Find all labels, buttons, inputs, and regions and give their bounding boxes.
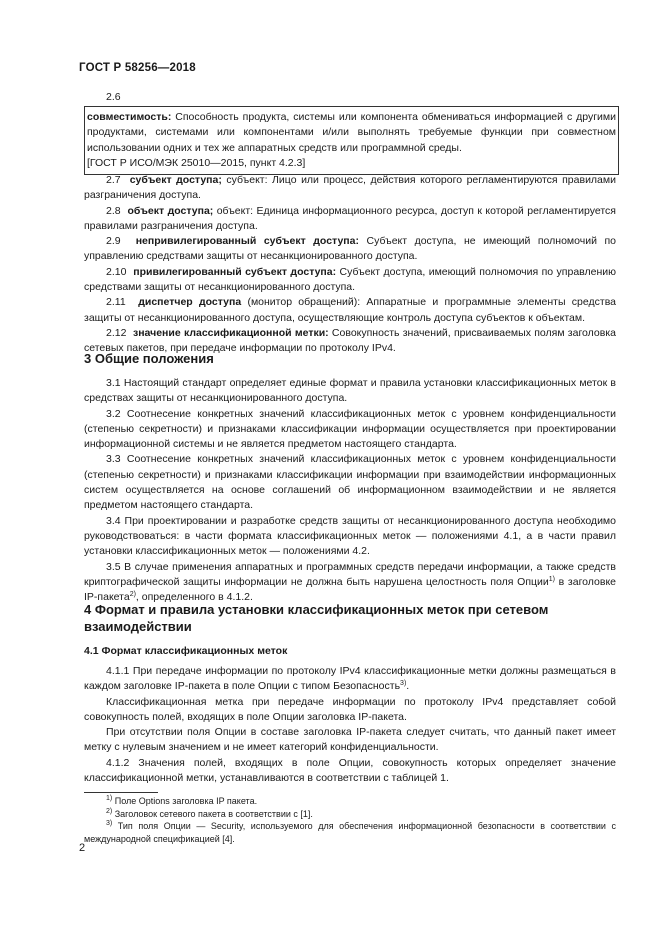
term-2-12: 2.12 значение классификационной метки: Совокупность значений, присваиваемых полям заголовка сетевых пакетов, при передаче информации по протоколу IPv4. [84, 326, 616, 355]
framed-term-2-6 [84, 106, 619, 175]
footnote-3: $^{3)}$ Тип поля Опции — Security, используемого для обеспечения информационной безопасности в соответствии с международной спецификацией [4]. [84, 820, 616, 844]
document-header: ГОСТ Р 58256—2018 [79, 62, 196, 74]
paragraph-3-4: 3.4 При проектировании и разработке средств защиты от несанкционированного доступа необходимо руководствоваться: в части формата классификационных меток — положениями 4.1, а в части правил установки классификационных меток — положениями 4.2. [84, 514, 616, 558]
term-2-8: 2.8 объект доступа; объект: Единица информационного ресурса, доступ к которой регламентируется правилами разграничения доступа. [84, 204, 616, 232]
term-name: совместимость: [87, 111, 172, 123]
section-4-1 [84, 644, 616, 659]
footnote-divider [84, 792, 158, 793]
paragraph-3-2: 3.2 Соотнесение конкретных значений классификационных меток с уровнем конфиденциальности (степенью секретности) и признаками классификации информации осуществляется при проектировании информационной системы и не является предметом настоящего стандарта. [84, 407, 616, 451]
section-4-title: 4 Формат и правила установки классификационных меток при сетевом взаимодействии [84, 602, 549, 634]
paragraph-3-3: 3.3 Соотнесение конкретных значений классификационных меток с уровнем конфиденциальности (степенью секретности) и признаками классификации информации при взаимодействии информационных систем осуществляется на основе соглашений об информационном взаимодействии и не является предметом настоящего стандарта. [84, 453, 616, 512]
footnote-ref-3: 3) [400, 680, 407, 688]
section-4 [84, 601, 616, 635]
section-3-title: 3 Общие положения [84, 351, 214, 366]
section-3-body [84, 376, 616, 605]
subsection-4-1-title: 4.1 Формат классификационных меток [84, 645, 288, 657]
page-number: 2 [79, 842, 86, 854]
footnotes [84, 795, 616, 845]
footnote-2: $^{2)}$ Заголовок сетевого пакета в соответствии с [1]. [106, 807, 313, 819]
term-number-2-6: 2.6 [106, 91, 121, 103]
terms-list [84, 173, 616, 357]
term-2-11: 2.11 диспетчер доступа (монитор обращений): Аппаратные и программные элементы средства защиты от несанкционированного доступа, осуществляющие контроль доступа субъектов к объектам. [84, 296, 616, 324]
paragraph-4-1-1: 4.1.1 При передаче информации по протоколу IPv4 классификационные метки должны размещаться в каждом заголовке IP-пакета в поле Опции с типом Безопасность$^{3)}$. [84, 665, 616, 693]
paragraph-3-5: 3.5 В случае применения аппаратных и программных средств передачи информации, а также средств криптографической защиты информации не должна быть нарушена целостность поля Опции$^{1)}$ в заголовке IP-пакета$^{2)}$, определенного в 4.1.2. [84, 560, 616, 604]
paragraph-no-options: При отсутствии поля Опции в составе заголовка IP-пакета следует считать, что данный пакет имеет метку с нулевым значением и не имеет категорий конфиденциальности. [84, 726, 616, 754]
footnote-1: $^{1)}$ Поле Options заголовка IP пакета. [106, 795, 258, 806]
paragraph-3-1: 3.1 Настоящий стандарт определяет единые формат и правила установки классификационных меток в средствах защиты от несанкционированного доступа. [84, 377, 616, 405]
section-4-body [84, 664, 616, 786]
term-text: Способность продукта, системы или компонента обмениваться информацией с другими продуктами, системами или компонентами и/или выполнять требуемые функции при совместном использовании одних и тех же аппаратных средств или программной среды. [87, 111, 616, 154]
term-2-10: 2.10 привилегированный субъект доступа: Субъект доступа, имеющий полномочия по управлению средствами защиты от несанкционированного доступа. [84, 265, 617, 294]
term-2-7: 2.7 субъект доступа; субъект: Лицо или процесс, действия которого регламентируются правилами разграничения доступа. [84, 174, 616, 202]
term-2-9: 2.9 непривилегированный субъект доступа: Субъект доступа, не имеющий полномочий по управлению средствами защиты от несанкционированного доступа. [84, 235, 616, 263]
footnote-ref-2: 2) [129, 591, 136, 599]
term-source: [ГОСТ Р ИСО/МЭК 25010—2015, пункт 4.2.3] [87, 156, 306, 169]
paragraph-label-composition: Классификационная метка при передаче информации по протоколу IPv4 представляет собой совокупность полей, входящих в поле Опции заголовка IP-пакета. [84, 695, 616, 723]
section-3 [84, 350, 616, 367]
paragraph-4-1-2: 4.1.2 Значения полей, входящих в поле Опции, совокупность которых определяет значение классификационной метки, устанавливаются в соответствии с таблицей 1. [84, 756, 616, 785]
footnote-ref-1: 1) [548, 575, 555, 583]
term-definition [87, 110, 616, 156]
